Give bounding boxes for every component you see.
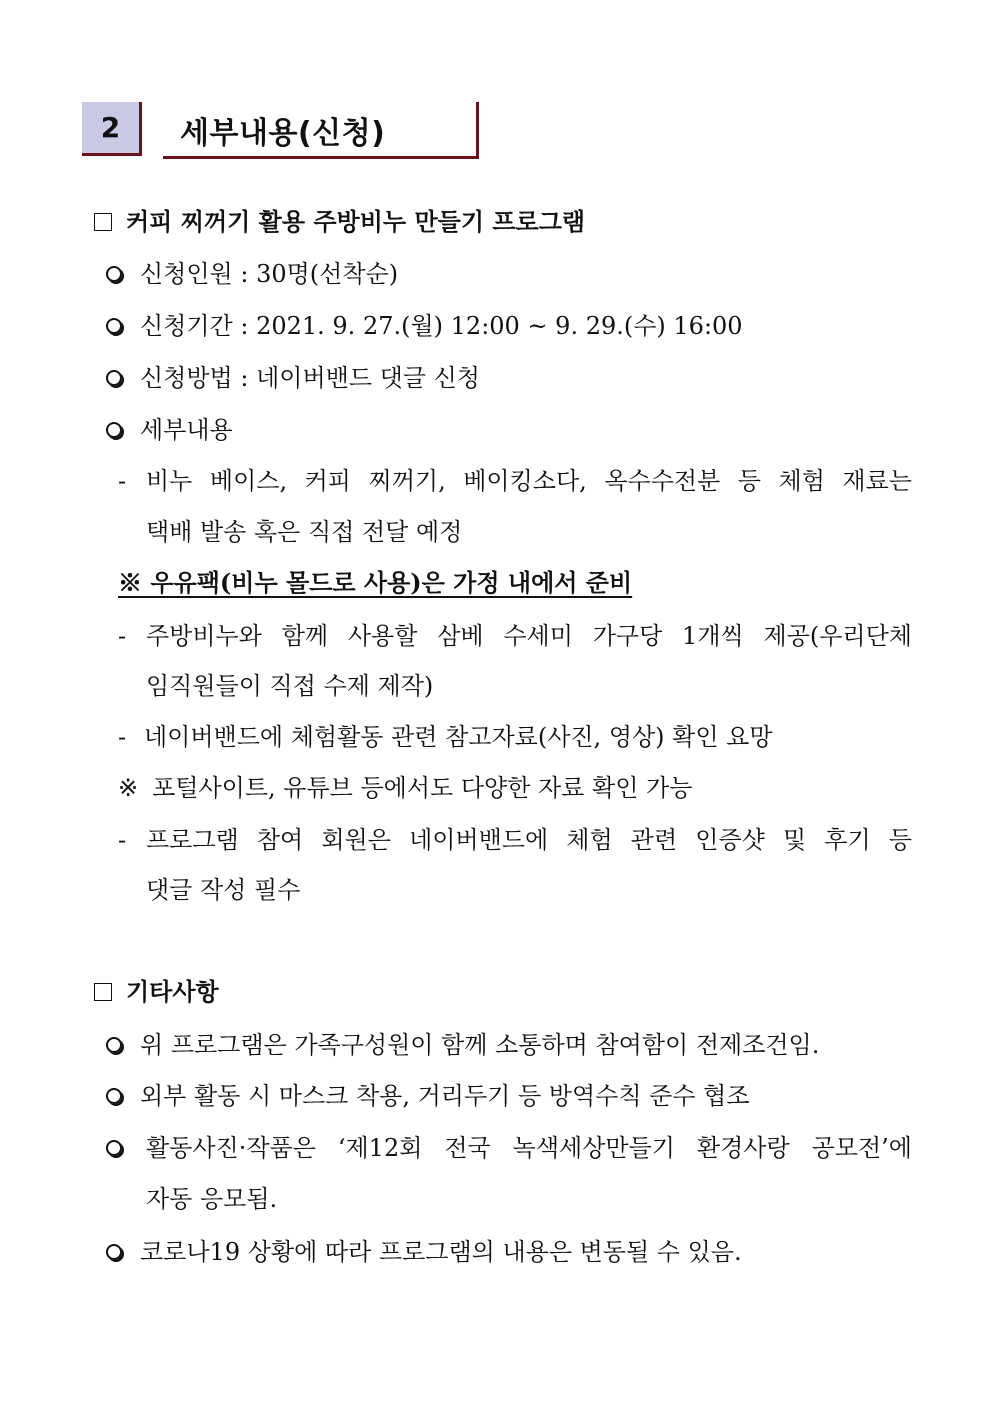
dash-mark: - [118,826,127,854]
detail-4-line-1: 프로그램 참여 회원은 네이버밴드에 체험 관련 인증샷 및 후기 등 [146,826,912,854]
detail-2-line-2: 임직원들이 직접 수제 제작) [146,672,434,700]
note-portal-text: 포털사이트, 유튜브 등에서도 다양한 자료 확인 가능 [152,774,693,802]
program-item-text: 신청기간 : 2021. 9. 27.(월) 12:00 ~ 9. 29.(수) 16:00 [140,312,743,340]
etc-item-2 [106,1081,750,1111]
etc-item-text: 위 프로그램은 가족구성원이 함께 소통하며 참여함이 전제조건임. [140,1031,820,1059]
etc-item-4 [106,1237,742,1267]
note-milk-carton: ※ 우유팩(비누 몰드로 사용)은 가정 내에서 준비 [118,568,633,597]
circle-bullet-icon [106,1037,122,1053]
detail-3-text: 네이버밴드에 체험활동 관련 참고자료(사진, 영상) 확인 요망 [144,723,773,751]
detail-3-row: - 네이버밴드에 체험활동 관련 참고자료(사진, 영상) 확인 요망 [118,723,773,751]
circle-bullet-icon [106,1088,122,1104]
etc-item-3-bullet [106,1133,140,1163]
etc-item-3-line-1: 활동사진·작품은 ‘제12회 전국 녹색세상만들기 환경사랑 공모전’에 [146,1134,912,1162]
section-title: 세부내용(신청) [180,116,386,151]
program-item-applicants [106,259,398,289]
circle-bullet-icon [106,1140,122,1156]
program-heading: 커피 찌꺼기 활용 주방비누 만들기 프로그램 [126,207,586,236]
checkbox-square-icon [94,213,112,231]
etc-item-3-line-2: 자동 응모됨. [146,1185,278,1213]
etc-item-1 [106,1030,819,1060]
reference-mark-icon: ※ [118,774,139,802]
program-item-period [106,311,743,341]
program-item-text: 신청인원 : 30명(선착순) [140,260,399,288]
etc-item-text: 코로나19 상황에 따라 프로그램의 내용은 변동될 수 있음. [140,1238,742,1266]
circle-bullet-icon [106,1244,122,1260]
checkbox-square-icon [94,983,112,1001]
detail-2-line-1: 주방비누와 함께 사용할 삼베 수세미 가구당 1개씩 제공(우리단체 [146,622,912,650]
detail-1-line-2: 택배 발송 혹은 직접 전달 예정 [146,518,463,546]
circle-bullet-icon [106,318,122,334]
circle-bullet-icon [106,422,122,438]
etc-item-text: 외부 활동 시 마스크 착용, 거리두기 등 방역수칙 준수 협조 [140,1082,750,1110]
section-number: 2 [100,111,121,144]
program-item-text: 세부내용 [140,416,233,444]
etc-heading-row [94,977,219,1007]
detail-1-line-1: 비누 베이스, 커피 찌꺼기, 베이킹소다, 옥수수전분 등 체험 재료는 [146,467,912,495]
circle-bullet-icon [106,266,122,282]
program-item-text: 신청방법 : 네이버밴드 댓글 신청 [140,364,480,392]
program-item-details [106,415,233,445]
note-portal-row [118,773,692,803]
section-number-box [82,102,142,156]
program-item-method [106,363,480,393]
program-heading-row [94,207,585,237]
circle-bullet-icon [106,370,122,386]
etc-heading: 기타사항 [126,977,219,1006]
dash-mark: - [118,622,127,650]
detail-4-line-2: 댓글 작성 필수 [146,876,301,904]
dash-mark: - [118,467,127,495]
